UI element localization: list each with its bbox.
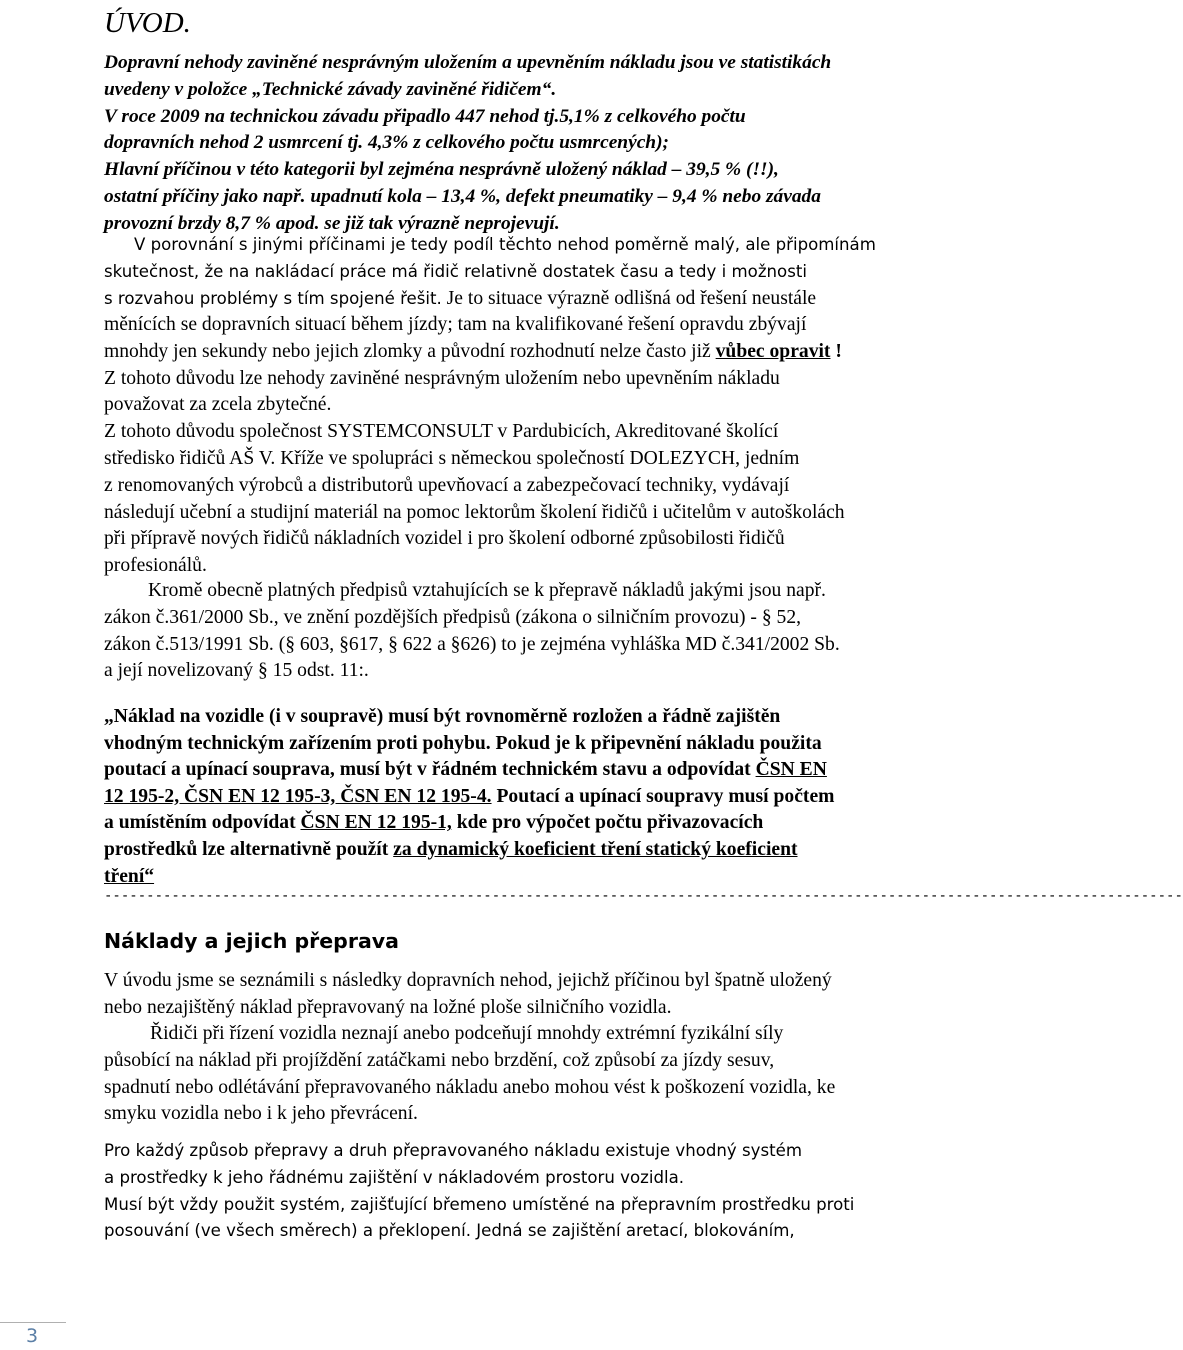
- intro-line: V roce 2009 na technickou závadu připadlo 447 nehod tj.5,1% z celkového počtu: [104, 105, 746, 127]
- paragraph-text: Je to situace výrazně odlišná od řešení neustále: [441, 287, 817, 309]
- paragraph-line: [104, 339, 959, 366]
- paragraph-line: Kromě obecně platných předpisů vztahujících se k přepravě nákladů jakými jsou např.: [148, 580, 826, 601]
- standard-reference: 12 195-2, ČSN EN 12 195-3, ČSN EN 12 195-4.: [104, 785, 492, 807]
- paragraph-line: Pro každý způsob přepravy a druh přepravovaného nákladu existuje vhodný systém: [104, 1141, 803, 1160]
- paragraph-line: při přípravě nových řidičů nákladních vozidel i pro školení odborné způsobilosti řidičů: [104, 528, 785, 550]
- paragraph-line: nebo nezajištěný náklad přepravovaný na ložné ploše silničního vozidla.: [104, 996, 672, 1018]
- intro-line: Dopravní nehody zaviněné nesprávným uložením a upevněním nákladu jsou ve statistikách: [104, 52, 832, 73]
- paragraph-line: V úvodu jsme se seznámili s následky dopravních nehod, jejichž příčinou byl špatně uložený: [104, 970, 832, 991]
- paragraph-line: Z tohoto důvodu lze nehody zaviněné nesprávným uložením nebo upevněním nákladu: [104, 367, 780, 389]
- paragraph-line: Musí být vždy použit systém, zajišťující břemeno umístěné na přepravním prostředku proti: [104, 1194, 855, 1214]
- paragraph-line: smyku vozidla nebo i k jeho převrácení.: [104, 1103, 418, 1125]
- paragraph-line: zákon č.513/1991 Sb. (§ 603, §617, § 622 a §626) to je zejména vyhláška MD č.341/2002 Sb.: [104, 633, 840, 655]
- intro-line: dopravních nehod 2 usmrcení tj. 4,3% z celkového počtu usmrcených);: [104, 132, 670, 154]
- underlined-phrase: za dynamický koeficient tření statický koeficient: [393, 838, 798, 860]
- quote-line: „Náklad na vozidle (i v soupravě) musí být rovnoměrně rozložen a řádně zajištěn: [104, 706, 781, 727]
- paragraph-forces: [104, 1021, 959, 1128]
- paragraph-line: skutečnost, že na nakládací práce má řidič relativně dostatek času a tedy i možnosti: [104, 261, 807, 281]
- quote-line: tření“: [104, 865, 155, 887]
- paragraph-line: spadnutí nebo odlétávání přepravovaného nákladu anebo mohou vést k poškození vozidla, ke: [104, 1076, 836, 1098]
- page-number: 3: [26, 1325, 39, 1347]
- paragraph-line: působící na náklad při projíždění zatáčkami nebo brzdění, což způsobí za jízdy sesuv,: [104, 1049, 775, 1071]
- paragraph-text: !: [830, 340, 842, 362]
- quote-text: prostředků lze alternativně použít: [104, 838, 394, 860]
- paragraph-line: [104, 286, 959, 313]
- paragraph-text: Kříže ve spolupráci s německou společností DOLEZYCH, jedním: [275, 447, 800, 469]
- intro-line: provozní brzdy 8,7 % apod. se již tak výrazně neprojevují.: [104, 212, 560, 234]
- paragraph-line: [104, 446, 959, 473]
- paragraph-line: měnících se dopravních situací během jízdy; tam na kvalifikované řešení opravdu zbývají: [104, 314, 807, 335]
- paragraph-line: zákon č.361/2000 Sb., ve znění pozdějších předpisů (zákona o silničním provozu) - § 52,: [104, 606, 802, 628]
- quote-text: kde pro výpočet počtu přivazovacích: [451, 812, 764, 834]
- standard-reference: ČSN EN 12 195-1,: [300, 812, 452, 834]
- page-number-rule: [0, 1322, 66, 1323]
- paragraph-comparison-cont: [104, 312, 959, 580]
- section-title: Náklady a jejich přeprava: [104, 929, 399, 953]
- paragraph-text: středisko řidičů AŠ V.: [104, 447, 276, 469]
- quote-line: [104, 784, 959, 811]
- standard-reference: ČSN EN: [755, 759, 827, 781]
- paragraph-text: s rozvahou problémy s tím spojené řešit.: [104, 288, 442, 308]
- paragraph-line: a její novelizovaný § 15 odst. 11:.: [104, 660, 369, 682]
- paragraph-text: mnohdy jen sekundy nebo jejich zlomky a původní rozhodnutí nelze často již: [104, 340, 716, 362]
- paragraph-systems: [104, 1138, 959, 1245]
- intro-line: Hlavní příčinou v této kategorii byl zejména nesprávně uložený náklad – 39,5 % (!!),: [104, 159, 779, 181]
- paragraph-line: posouvání (ve všech směrech) a překlopení. Jedná se zajištění aretací, blokováním,: [104, 1221, 795, 1241]
- intro-paragraph: [104, 50, 959, 238]
- quote-line: [104, 810, 959, 837]
- legal-quote: [104, 704, 959, 890]
- paragraph-line: z renomovaných výrobců a distributorů upevňovací a zabezpečovací techniky, vydávají: [104, 474, 790, 496]
- quote-line: [104, 757, 959, 784]
- paragraph-line: Z tohoto důvodu společnost SYSTEMCONSULT v Pardubicích, Akreditované školící: [104, 421, 779, 443]
- quote-text: a umístěním odpovídat: [104, 812, 301, 834]
- paragraph-line: následují učební a studijní materiál na pomoc lektorům školení řidičů i učitelům v autoškolách: [104, 501, 845, 523]
- quote-line: vhodným technickým zařízením proti pohybu. Pokud je k připevnění nákladu použita: [104, 732, 822, 754]
- paragraph-legal: [104, 578, 959, 685]
- heading-uvod: ÚVOD.: [104, 7, 191, 39]
- paragraph-line: a prostředky k jeho řádnému zajištění v nákladovém prostoru vozidla.: [104, 1167, 685, 1187]
- quote-text: Poutací a upínací soupravy musí počtem: [491, 785, 835, 807]
- paragraph-line: profesionálů.: [104, 555, 207, 577]
- paragraph-line: V porovnání s jinými příčinami je tedy podíl těchto nehod poměrně malý, ale připomínám: [134, 235, 876, 254]
- paragraph-line: považovat za zcela zbytečné.: [104, 394, 332, 416]
- emphasis-text: vůbec opravit: [715, 340, 831, 362]
- dash-separator: --------------------------------------------------------------------------------------------------------------------------------: [104, 888, 1183, 904]
- quote-text: poutací a upínací souprava, musí být v řádném technickém stavu a odpovídat: [104, 759, 756, 781]
- intro-line: ostatní příčiny jako např. upadnutí kola – 13,4 %, defekt pneumatiky – 9,4 % nebo závada: [104, 185, 821, 207]
- intro-line: uvedeny v položce „Technické závady zaviněné řidičem“.: [104, 78, 557, 100]
- paragraph-comparison: [104, 232, 959, 312]
- paragraph-line: Řidiči při řízení vozidla neznají anebo podceňují mnohdy extrémní fyzikální síly: [150, 1023, 784, 1044]
- paragraph-intro-section: [104, 968, 959, 1022]
- quote-line: [104, 837, 959, 864]
